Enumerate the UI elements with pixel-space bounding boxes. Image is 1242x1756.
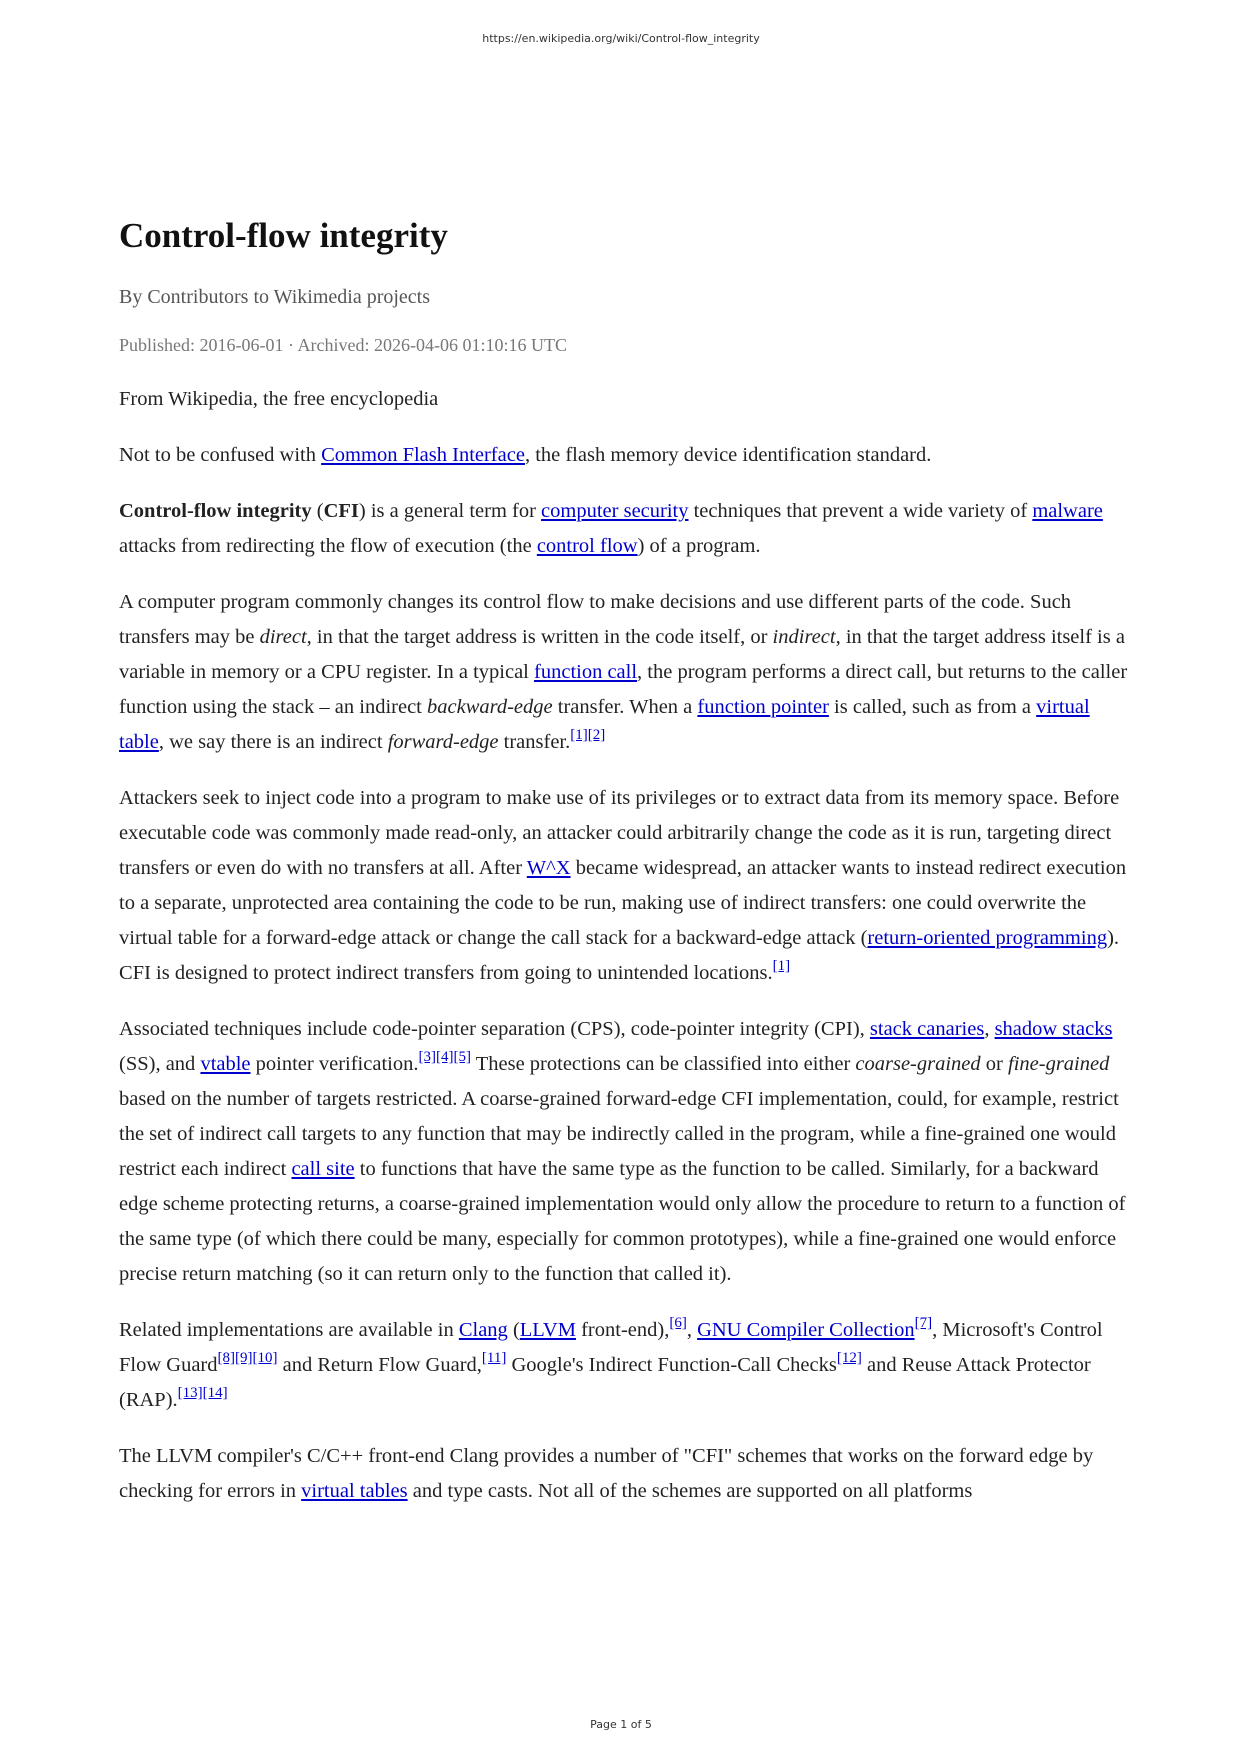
article-byline: By Contributors to Wikimedia projects xyxy=(119,286,431,308)
link-function-call[interactable]: function call xyxy=(534,661,638,683)
link-llvm[interactable]: LLVM xyxy=(519,1319,576,1341)
link-call-site[interactable]: call site xyxy=(291,1158,355,1180)
citation-13[interactable]: [13] xyxy=(177,1385,203,1401)
paragraph-techniques: Associated techniques include code-pointer separation (CPS), code-pointer integrity (CPI), stack canaries, shadow stacks (SS), and vtable pointer verification.[3][4][5] These protections can be classified into either coarse-grained or fine-grained based on the number of targets restricted. A coarse-grained forward-edge CFI implementation, could, for example, restrict the set of indirect call targets to any function that may be indirectly called in the program, while a fine-grained one would restrict each indirect call site to functions that have the same type as the function to be called. Similarly, for a backward edge scheme protecting returns, a coarse-grained implementation would only allow the procedure to return to a function of the same type (of which there could be many, especially for common prototypes), while a fine-grained one would enforce precise return matching (so it can return only to the function that called it). xyxy=(119,1018,1126,1285)
paragraph-intro: Control-flow integrity (CFI) is a general term for computer security techniques that prevent a wide variety of malware attacks from redirecting the flow of execution (the control flow) of a program. xyxy=(119,500,1103,557)
paragraph-implementations: Related implementations are available in Clang (LLVM front-end),[6], GNU Compiler Collection[7], Microsoft's Control Flow Guard[8][9][10] and Return Flow Guard,[11] Google's Indirect Function-Call Checks[12] and Reuse Attack Protector (RAP).[13][14] xyxy=(119,1315,1103,1411)
link-w-xor-x[interactable]: W^X xyxy=(526,857,571,879)
page-title: Control-flow integrity xyxy=(119,216,448,255)
citation-1[interactable]: [1] xyxy=(772,958,791,974)
link-control-flow[interactable]: control flow xyxy=(536,535,638,557)
article-content xyxy=(119,212,1129,1530)
link-stack-canaries[interactable]: stack canaries xyxy=(869,1018,985,1040)
link-clang[interactable]: Clang xyxy=(458,1319,508,1341)
link-shadow-stacks[interactable]: shadow stacks xyxy=(994,1018,1113,1040)
citation-2[interactable]: [2] xyxy=(587,727,606,743)
paragraph-transfers: A computer program commonly changes its control flow to make decisions and use different parts of the code. Such transfers may be direct, in that the target address is written in the code itself, or indirect, in that the target address itself is a variable in memory or a CPU register. In a typical function call, the program performs a direct call, but returns to the caller function using the stack – an indirect backward-edge transfer. When a function pointer is called, such as from a virtual table, we say there is an indirect forward-edge transfer.[1][2] xyxy=(119,591,1128,753)
link-vtable[interactable]: vtable xyxy=(200,1053,251,1075)
citation-1[interactable]: [1] xyxy=(570,727,588,743)
link-virtual-table[interactable]: virtual table xyxy=(119,696,1090,753)
citation-11[interactable]: [11] xyxy=(481,1350,507,1366)
citation-5[interactable]: [5] xyxy=(453,1049,471,1065)
citation-10[interactable]: [10] xyxy=(252,1350,278,1366)
citation-8[interactable]: [8] xyxy=(217,1350,236,1366)
link-return-oriented-programming[interactable]: return-oriented programming xyxy=(867,927,1108,949)
paragraph-llvm-schemes: The LLVM compiler's C/C++ front-end Clang provides a number of "CFI" schemes that works on the forward edge by checking for errors in virtual tables and type casts. Not all of the schemes are supported on all platforms xyxy=(119,1445,1094,1502)
page-number-footer: Page 1 of 5 xyxy=(590,1718,652,1731)
citation-9[interactable]: [9] xyxy=(235,1350,253,1366)
link-common-flash-interface[interactable]: Common Flash Interface xyxy=(321,444,525,466)
page-url-header: https://en.wikipedia.org/wiki/Control-flow_integrity xyxy=(482,32,760,45)
link-computer-security[interactable]: computer security xyxy=(541,500,689,522)
link-virtual-tables[interactable]: virtual tables xyxy=(301,1480,408,1502)
link-gnu-compiler-collection[interactable]: GNU Compiler Collection xyxy=(697,1319,915,1341)
hatnote: Not to be confused with Common Flash Interface, the flash memory device identification standard. xyxy=(119,444,932,466)
article-meta: Published: 2016-06-01 · Archived: 2026-04-06 01:10:16 UTC xyxy=(119,335,567,355)
citation-14[interactable]: [14] xyxy=(202,1385,228,1401)
link-malware[interactable]: malware xyxy=(1032,500,1103,522)
source-line: From Wikipedia, the free encyclopedia xyxy=(119,388,439,410)
citation-4[interactable]: [4] xyxy=(435,1049,454,1065)
citation-6[interactable]: [6] xyxy=(669,1315,687,1331)
citation-7[interactable]: [7] xyxy=(914,1315,933,1331)
citation-12[interactable]: [12] xyxy=(836,1350,862,1366)
citation-3[interactable]: [3] xyxy=(418,1049,436,1065)
link-function-pointer[interactable]: function pointer xyxy=(697,696,829,718)
paragraph-attackers: Attackers seek to inject code into a program to make use of its privileges or to extract data from its memory space. Before executable code was commonly made read-only, an attacker could arbitrarily change the code as it is run, targeting direct transfers or even do with no transfers at all. After W^X became widespread, an attacker wants to instead redirect execution to a separate, unprotected area containing the code to be run, making use of indirect transfers: one could overwrite the virtual table for a forward-edge attack or change the call stack for a backward-edge attack (return-oriented programming). CFI is designed to protect indirect transfers from going to unintended locations.[1] xyxy=(119,787,1127,984)
